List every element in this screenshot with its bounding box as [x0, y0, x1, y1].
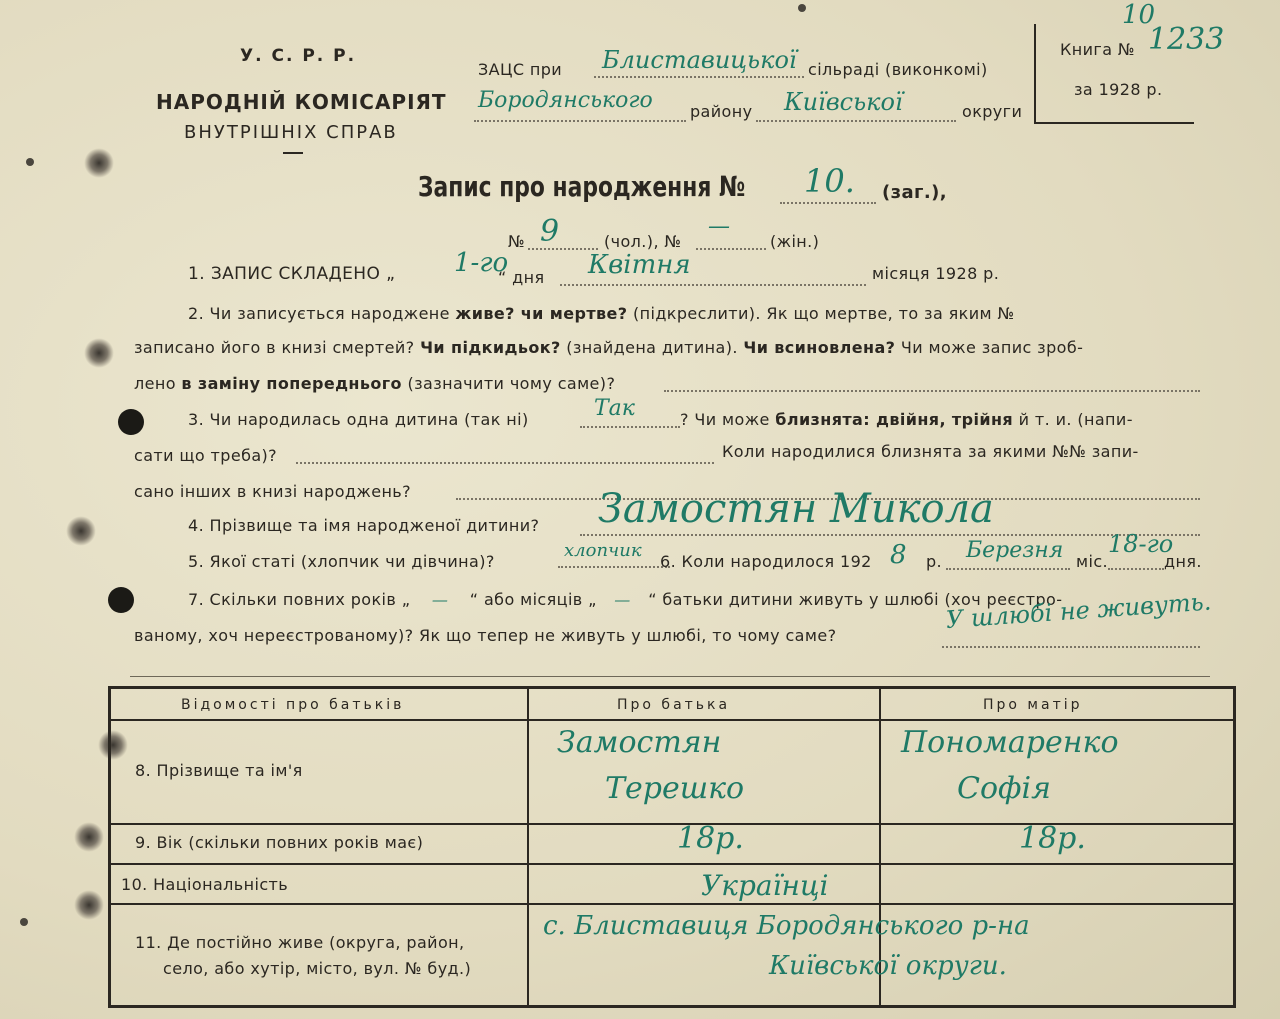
row-divider [111, 903, 1233, 905]
village-council-field [594, 48, 804, 78]
okruha-value: Київської [784, 88, 903, 116]
birth-month-field [946, 538, 1070, 570]
book-number: 1233 [1148, 22, 1225, 57]
header-divider [283, 152, 303, 154]
pin-mark [798, 4, 806, 12]
col-header-mother: Про матір [983, 697, 1083, 713]
paper-tear [74, 890, 104, 920]
record-title: Запис про народження № [418, 170, 746, 203]
q7-years-label: 7. Скільки повних років „ [188, 590, 411, 609]
male-number-field [528, 214, 598, 250]
q2-instruction: (підкреслити). Як що мертве, то за яким № [632, 304, 1015, 323]
row-label-age: 9. Вік (скільки повних років має) [135, 833, 424, 852]
punch-hole [108, 587, 134, 613]
q3-line2-a: сати що треба)? [134, 446, 278, 465]
mother-age: 18р. [1019, 821, 1086, 856]
paper-tear [74, 822, 104, 852]
punch-hole [118, 409, 144, 435]
republic-name: У. С. Р. Р. [240, 46, 357, 66]
record-general-label: (заг.), [882, 182, 947, 203]
q1-label: 1. ЗАПИС СКЛАДЕНО „ [188, 264, 396, 284]
row-label-nationality: 10. Національність [121, 875, 289, 894]
district-value: Бородянського [478, 88, 653, 113]
pin-mark [20, 918, 28, 926]
male-number-label: (чол.), № [604, 232, 682, 251]
q5-answer-field [558, 540, 670, 568]
q3-line3: сано інших в книзі народжень? [134, 482, 412, 501]
row-label-name: 8. Прізвище та ім'я [135, 761, 303, 780]
book-top-number: 10 [1122, 0, 1156, 30]
book-label: Книга № [1060, 40, 1135, 59]
q2-line3 [134, 374, 615, 393]
birth-year-suffix: р. [926, 552, 943, 571]
parents-table [108, 686, 1236, 1008]
col-header-father: Про батька [617, 697, 731, 713]
female-number: — [708, 214, 730, 239]
okruha-suffix: округи [962, 102, 1023, 121]
header-divider [111, 719, 1233, 721]
q2-line2 [134, 338, 1083, 357]
birth-day-label: дня. [1164, 552, 1202, 571]
q2-found-child: (знайдена дитина). [566, 338, 738, 357]
q7-years: — [431, 590, 449, 609]
q7-months: — [614, 590, 631, 609]
q3-question: 3. Чи народилась одна дитина (так ні) [188, 410, 529, 429]
mother-surname: Пономаренко [901, 725, 1119, 760]
paper-tear [66, 516, 96, 546]
q3-twins-label [680, 410, 1133, 429]
form-bottom-rule [130, 676, 1210, 677]
parents-nationality: Українці [701, 869, 829, 902]
q1-year: місяця 1928 р. [872, 264, 1000, 283]
pin-mark [26, 158, 34, 166]
child-name: Замостян Микола [598, 486, 994, 532]
q4-label: 4. Прізвище та імя народженої дитини? [188, 516, 540, 535]
q2-why: (зазначити чому саме)? [407, 374, 616, 393]
birth-month-label: міс. [1076, 552, 1108, 571]
q2-line1 [188, 304, 1015, 323]
sub-number-label: № [508, 232, 526, 251]
q1-day: 1-го [454, 248, 509, 278]
q2-done: лено [134, 374, 176, 393]
q1-month: Квітня [588, 250, 691, 280]
district-suffix: району [690, 102, 753, 121]
commissariat-title: НАРОДНІЙ КОМІСАРІЯТ [156, 90, 447, 114]
book-year: за 1928 р. [1074, 80, 1163, 99]
q7-married-label: “ батьки дитини живуть у шлюбі (хоч реєстро- [648, 590, 1063, 609]
male-number: 9 [540, 214, 560, 249]
q7-months-label: “ або місяців „ [469, 590, 597, 609]
q5-label: 5. Якої статі (хлопчик чи дівчина)? [188, 552, 495, 571]
q2-may-record: Чи може запис зроб- [900, 338, 1084, 357]
zags-label: ЗАЦС при [478, 60, 563, 79]
q2-alive-dead: живе? чи мертве? [455, 304, 628, 323]
col-header-info: Відомості про батьків [181, 697, 405, 713]
q2-death-book: записано його в книзі смертей? [134, 338, 415, 357]
q7-answer: У шлюбі не живуть. [945, 587, 1213, 634]
district-field [474, 90, 686, 122]
q3-maybe: ? Чи може [680, 410, 770, 429]
father-age: 18р. [677, 821, 744, 856]
commissariat-subtitle: ВНУТРІШНІХ СПРАВ [184, 122, 398, 143]
q4-answer-field [580, 486, 1200, 536]
record-number: 10. [804, 162, 855, 200]
residence-line-2: Київської округи. [769, 951, 1007, 981]
birth-day-field [1108, 530, 1174, 570]
q3-twins: близнята: двійня, трійня [775, 410, 1014, 429]
q3-line2-b: Коли народилися близнята за якими №№ запи- [722, 442, 1139, 461]
paper-tear [84, 338, 114, 368]
q3-etc: й т. и. (напи- [1018, 410, 1133, 429]
q2-replacement: в заміну попереднього [181, 374, 402, 393]
q1-day-label: “ дня [498, 268, 545, 287]
q7-line1 [188, 590, 1062, 609]
q3-answer: Так [594, 396, 635, 421]
q3-answer-field [580, 396, 680, 428]
birth-year-digit: 8 [890, 540, 907, 570]
q2-adopted: Чи всиновлена? [743, 338, 896, 357]
okruha-field [756, 90, 956, 122]
q2-answer-field [664, 376, 1200, 392]
paper-tear [84, 148, 114, 178]
row-divider [111, 863, 1233, 865]
row-label-residence-2: село, або хутір, місто, вул. № буд.) [163, 959, 472, 978]
row-label-residence-1: 11. Де постійно живе (округа, район, [135, 933, 465, 952]
q1-month-field [560, 250, 866, 286]
q3-line2-field [296, 448, 714, 464]
q2-question: 2. Чи записується народжене [188, 304, 450, 323]
village-council-value: Блиставицької [602, 46, 797, 74]
village-council-suffix: сільраді (виконкомі) [808, 60, 988, 79]
q6-label: 6. Коли народилося 192 [660, 552, 872, 571]
birth-month: Березня [966, 538, 1064, 563]
father-name: Терешко [605, 771, 745, 806]
record-number-field [780, 162, 876, 204]
female-number-field [696, 214, 766, 250]
col-divider [527, 689, 529, 1005]
child-sex: хлопчик [564, 540, 642, 561]
female-number-label: (жін.) [770, 232, 820, 251]
birth-day: 18-го [1108, 530, 1174, 558]
q2-foundling: Чи підкидьок? [420, 338, 561, 357]
residence-line-1: с. Блиставиця Бородянського р-на [543, 911, 1030, 941]
father-surname: Замостян [557, 725, 722, 760]
q7-line2: ваному, хоч нереєстрованому)? Як що тепер не живуть у шлюбі, то чому саме? [134, 626, 837, 645]
mother-name: Софія [957, 771, 1051, 806]
